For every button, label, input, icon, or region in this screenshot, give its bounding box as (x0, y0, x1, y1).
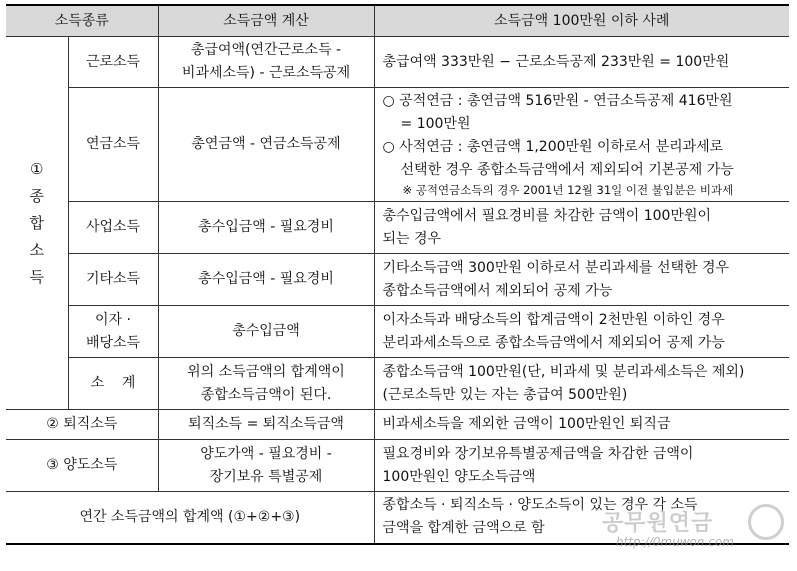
income-type: 연금소득 (68, 88, 158, 202)
group-label-char: 소 (29, 240, 44, 259)
table-row-interest-dividend (6, 306, 789, 358)
income-calc (158, 254, 374, 306)
calc-line: 총수입금액 - 필요경비 (198, 219, 334, 235)
example-line: 종합소득금액 100만원(단, 비과세 및 분리과세소득은 제외) (382, 363, 745, 380)
table-row-pension (6, 88, 789, 202)
income-example (374, 254, 789, 306)
example-line: ○ 공적연금 : 총연금액 516만원 - 연금소득공제 416만원 (382, 93, 733, 109)
calc-line: 위의 소득금액의 합계액이 (187, 363, 345, 380)
example-line: 분리과세소득으로 종합소득금액에서 제외되어 공제 가능 (382, 334, 725, 351)
example-line: 되는 경우 (382, 230, 442, 247)
income-example (374, 37, 789, 88)
calc-line: 종합소득금액이 된다. (200, 386, 332, 403)
calc-line: 총수입금액 - 필요경비 (198, 271, 334, 287)
group-label-char: 종 (29, 186, 44, 205)
example-line: 종합소득 · 퇴직소득 · 양도소득이 있는 경우 각 소득 (382, 497, 698, 514)
income-calc (158, 358, 374, 410)
total-label: 연간 소득금액의 합계액 (①+②+③) (6, 492, 374, 544)
income-example (374, 492, 789, 544)
table-row-retirement (6, 410, 789, 440)
watermark-title: 공무원연금 (602, 511, 714, 536)
group-label-char: 합 (29, 213, 44, 232)
income-example (374, 88, 789, 202)
example-line: 금액을 합계한 금액으로 함 (382, 520, 545, 537)
income-calc (158, 202, 374, 254)
pension-note: ※ 공적연금소득의 경우 2001년 12월 31일 이전 불입분은 비과세 (402, 183, 734, 197)
calc-line: 총수입금액 (232, 323, 300, 339)
table-row-total (6, 492, 789, 544)
calc-line: 총급여액(연간근로소득 - (190, 42, 342, 58)
example-line: 총급여액 333만원 − 근로소득공제 233만원 = 100만원 (382, 53, 730, 70)
example-line: 필요경비와 장기보유특별공제금액을 차감한 금액이 (382, 445, 694, 462)
income-calc (158, 306, 374, 358)
example-line: (근로소득만 있는 자는 총급여 500만원) (382, 386, 628, 403)
income-type: 기타소득 (68, 254, 158, 306)
calc-line: 비과세소득) - 근로소득공제 (181, 65, 351, 81)
calc-line: 장기보유 특별공제 (209, 468, 323, 485)
income-type: ③ 양도소득 (6, 440, 158, 492)
income-calc (158, 88, 374, 202)
example-line: 총수입금액에서 필요경비를 차감한 금액이 100만원이 (382, 207, 712, 224)
type-line: 이자 · (95, 311, 131, 328)
income-type: 소 계 (68, 358, 158, 410)
example-line: 선택한 경우 종합소득금액에서 제외되어 기본공제 가능 (400, 162, 734, 178)
group-label-char: ① (30, 159, 44, 178)
income-example (374, 358, 789, 410)
table-row-other (6, 254, 789, 306)
income-type (68, 306, 158, 358)
income-example (374, 202, 789, 254)
calc-line: 양도가액 - 필요경비 - (200, 445, 332, 462)
income-calc (158, 440, 374, 492)
type-line: 배당소득 (85, 334, 141, 351)
example-line: 종합소득금액에서 제외되어 공제 가능 (382, 282, 613, 299)
example-line: ○ 사적연금 : 총연금액 1,200만원 이하로서 분리과세로 (382, 139, 724, 155)
example-line: 이자소득과 배당소득의 합계금액이 2천만원 이하인 경우 (382, 311, 725, 328)
group-label-char: 득 (29, 267, 44, 286)
income-example (374, 306, 789, 358)
table-row-subtotal (6, 358, 789, 410)
income-calc: 퇴직소득 = 퇴직소득금액 (158, 410, 374, 440)
calc-line: 총연금액 - 연금소득공제 (191, 136, 341, 152)
income-table (6, 4, 789, 545)
income-calc (158, 37, 374, 88)
income-type: 근로소득 (68, 37, 158, 88)
example-line: = 100만원 (400, 116, 471, 132)
header-calculation: 소득금액 계산 (158, 5, 374, 37)
example-line: 기타소득금액 300만원 이하로서 분리과세를 선택한 경우 (382, 259, 730, 276)
income-type: 사업소득 (68, 202, 158, 254)
income-type: ② 퇴직소득 (6, 410, 158, 440)
group-comprehensive-label (6, 37, 68, 410)
table-row-business (6, 202, 789, 254)
header-example: 소득금액 100만원 이하 사례 (374, 5, 789, 37)
example-bullet (383, 90, 782, 113)
watermark-url: http://0muwon.com (616, 535, 734, 549)
example-line: 100만원인 양도소득금액 (382, 468, 536, 485)
header-row (6, 5, 789, 37)
income-example: 비과세소득을 제외한 금액이 100만원인 퇴직금 (374, 410, 789, 440)
table-row-transfer (6, 440, 789, 492)
example-bullet (383, 136, 782, 159)
header-income-type: 소득종류 (6, 5, 158, 37)
income-example (374, 440, 789, 492)
table-row-earned (6, 37, 789, 88)
income-table-frame (6, 4, 789, 564)
